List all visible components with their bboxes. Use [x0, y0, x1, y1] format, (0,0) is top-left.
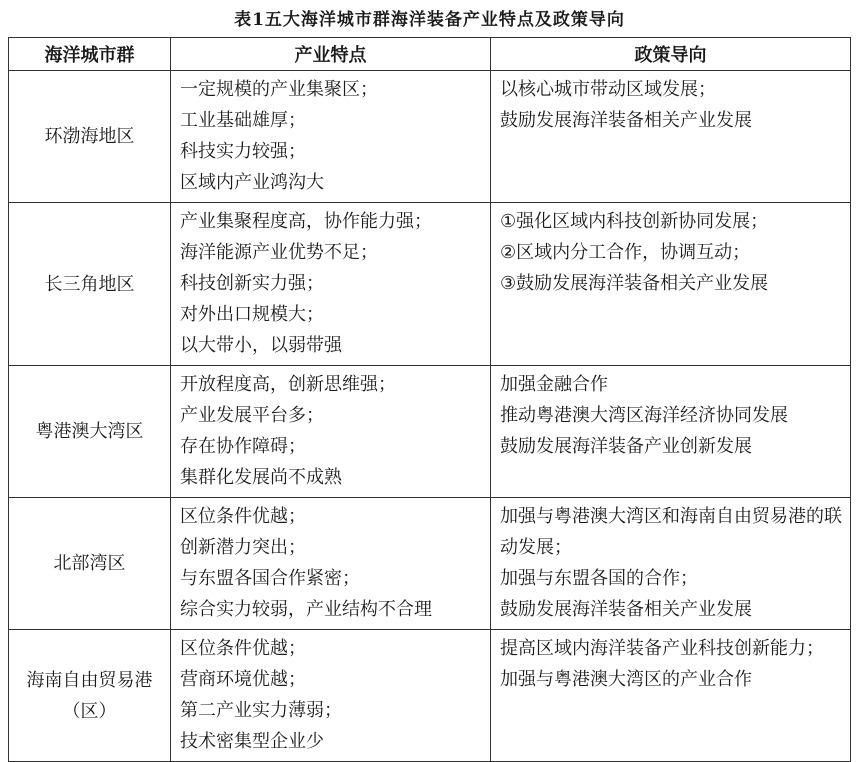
- policy-item: 鼓励发展海洋装备相关产业发展: [500, 599, 752, 620]
- region-cell: 海南自由贸易港（区）: [9, 630, 171, 762]
- feature-item: 工业基础雄厚；: [180, 110, 306, 131]
- feature-item: 科技实力较强；: [180, 141, 306, 162]
- policy-item: 加强与粤港澳大湾区和海南自由贸易港的联动发展；: [500, 506, 842, 558]
- region-cell: 粤港澳大湾区: [9, 366, 171, 498]
- policy-item: 加强金融合作: [500, 374, 608, 395]
- feature-item: 区域内产业鸿沟大: [180, 172, 324, 193]
- features-cell: [171, 203, 491, 366]
- features-cell: [171, 498, 491, 630]
- feature-item: 营商环境优越；: [180, 669, 306, 690]
- feature-item: 一定规模的产业集聚区；: [180, 79, 378, 100]
- feature-item: 存在协作障碍；: [180, 436, 306, 457]
- policy-item: 加强与粤港澳大湾区的产业合作: [500, 669, 752, 690]
- feature-item: 区位条件优越；: [180, 506, 306, 527]
- region-cell: 长三角地区: [9, 203, 171, 366]
- region-cell: 北部湾区: [9, 498, 171, 630]
- table-body: [9, 71, 851, 762]
- feature-item: 以大带小，以弱带强: [180, 335, 342, 356]
- header-features: 产业特点: [171, 38, 491, 71]
- policy-table: [8, 37, 851, 762]
- table-caption: 表1五大海洋城市群海洋装备产业特点及政策导向: [234, 10, 625, 30]
- policies-cell: [491, 203, 851, 366]
- features-cell: [171, 630, 491, 762]
- feature-item: 综合实力较弱，产业结构不合理: [180, 599, 432, 620]
- features-cell: [171, 71, 491, 203]
- region-cell: 环渤海地区: [9, 71, 171, 203]
- table-row: [9, 203, 851, 366]
- feature-item: 与东盟各国合作紧密；: [180, 568, 360, 589]
- table-row: [9, 498, 851, 630]
- header-region: 海洋城市群: [9, 38, 171, 71]
- table-row: [9, 366, 851, 498]
- feature-item: 对外出口规模大；: [180, 304, 324, 325]
- policies-cell: [491, 71, 851, 203]
- feature-item: 科技创新实力强；: [180, 273, 324, 294]
- feature-item: 集群化发展尚不成熟: [180, 467, 342, 488]
- policy-item: 鼓励发展海洋装备相关产业发展: [500, 110, 752, 131]
- policy-item: ③鼓励发展海洋装备相关产业发展: [500, 273, 769, 294]
- table-row: [9, 630, 851, 762]
- feature-item: 技术密集型企业少: [180, 731, 324, 752]
- policies-cell: [491, 366, 851, 498]
- feature-item: 产业发展平台多；: [180, 405, 324, 426]
- policies-cell: [491, 630, 851, 762]
- policy-item: 提高区域内海洋装备产业科技创新能力；: [500, 638, 824, 659]
- feature-item: 产业集聚程度高，协作能力强；: [180, 211, 432, 232]
- policy-item: 推动粤港澳大湾区海洋经济协同发展: [500, 405, 788, 426]
- policies-cell: [491, 498, 851, 630]
- feature-item: 海洋能源产业优势不足；: [180, 242, 378, 263]
- features-cell: [171, 366, 491, 498]
- policy-item: 鼓励发展海洋装备产业创新发展: [500, 436, 752, 457]
- policy-item: ①强化区域内科技创新协同发展；: [500, 211, 769, 232]
- policy-item: 以核心城市带动区域发展；: [500, 79, 716, 100]
- policy-item: ②区域内分工合作，协调互动；: [500, 242, 751, 263]
- feature-item: 开放程度高，创新思维强；: [180, 374, 396, 395]
- feature-item: 创新潜力突出；: [180, 537, 306, 558]
- feature-item: 第二产业实力薄弱；: [180, 700, 342, 721]
- feature-item: 区位条件优越；: [180, 638, 306, 659]
- header-row: [9, 38, 851, 71]
- policy-item: 加强与东盟各国的合作；: [500, 568, 698, 589]
- header-policies: 政策导向: [491, 38, 851, 71]
- table-row: [9, 71, 851, 203]
